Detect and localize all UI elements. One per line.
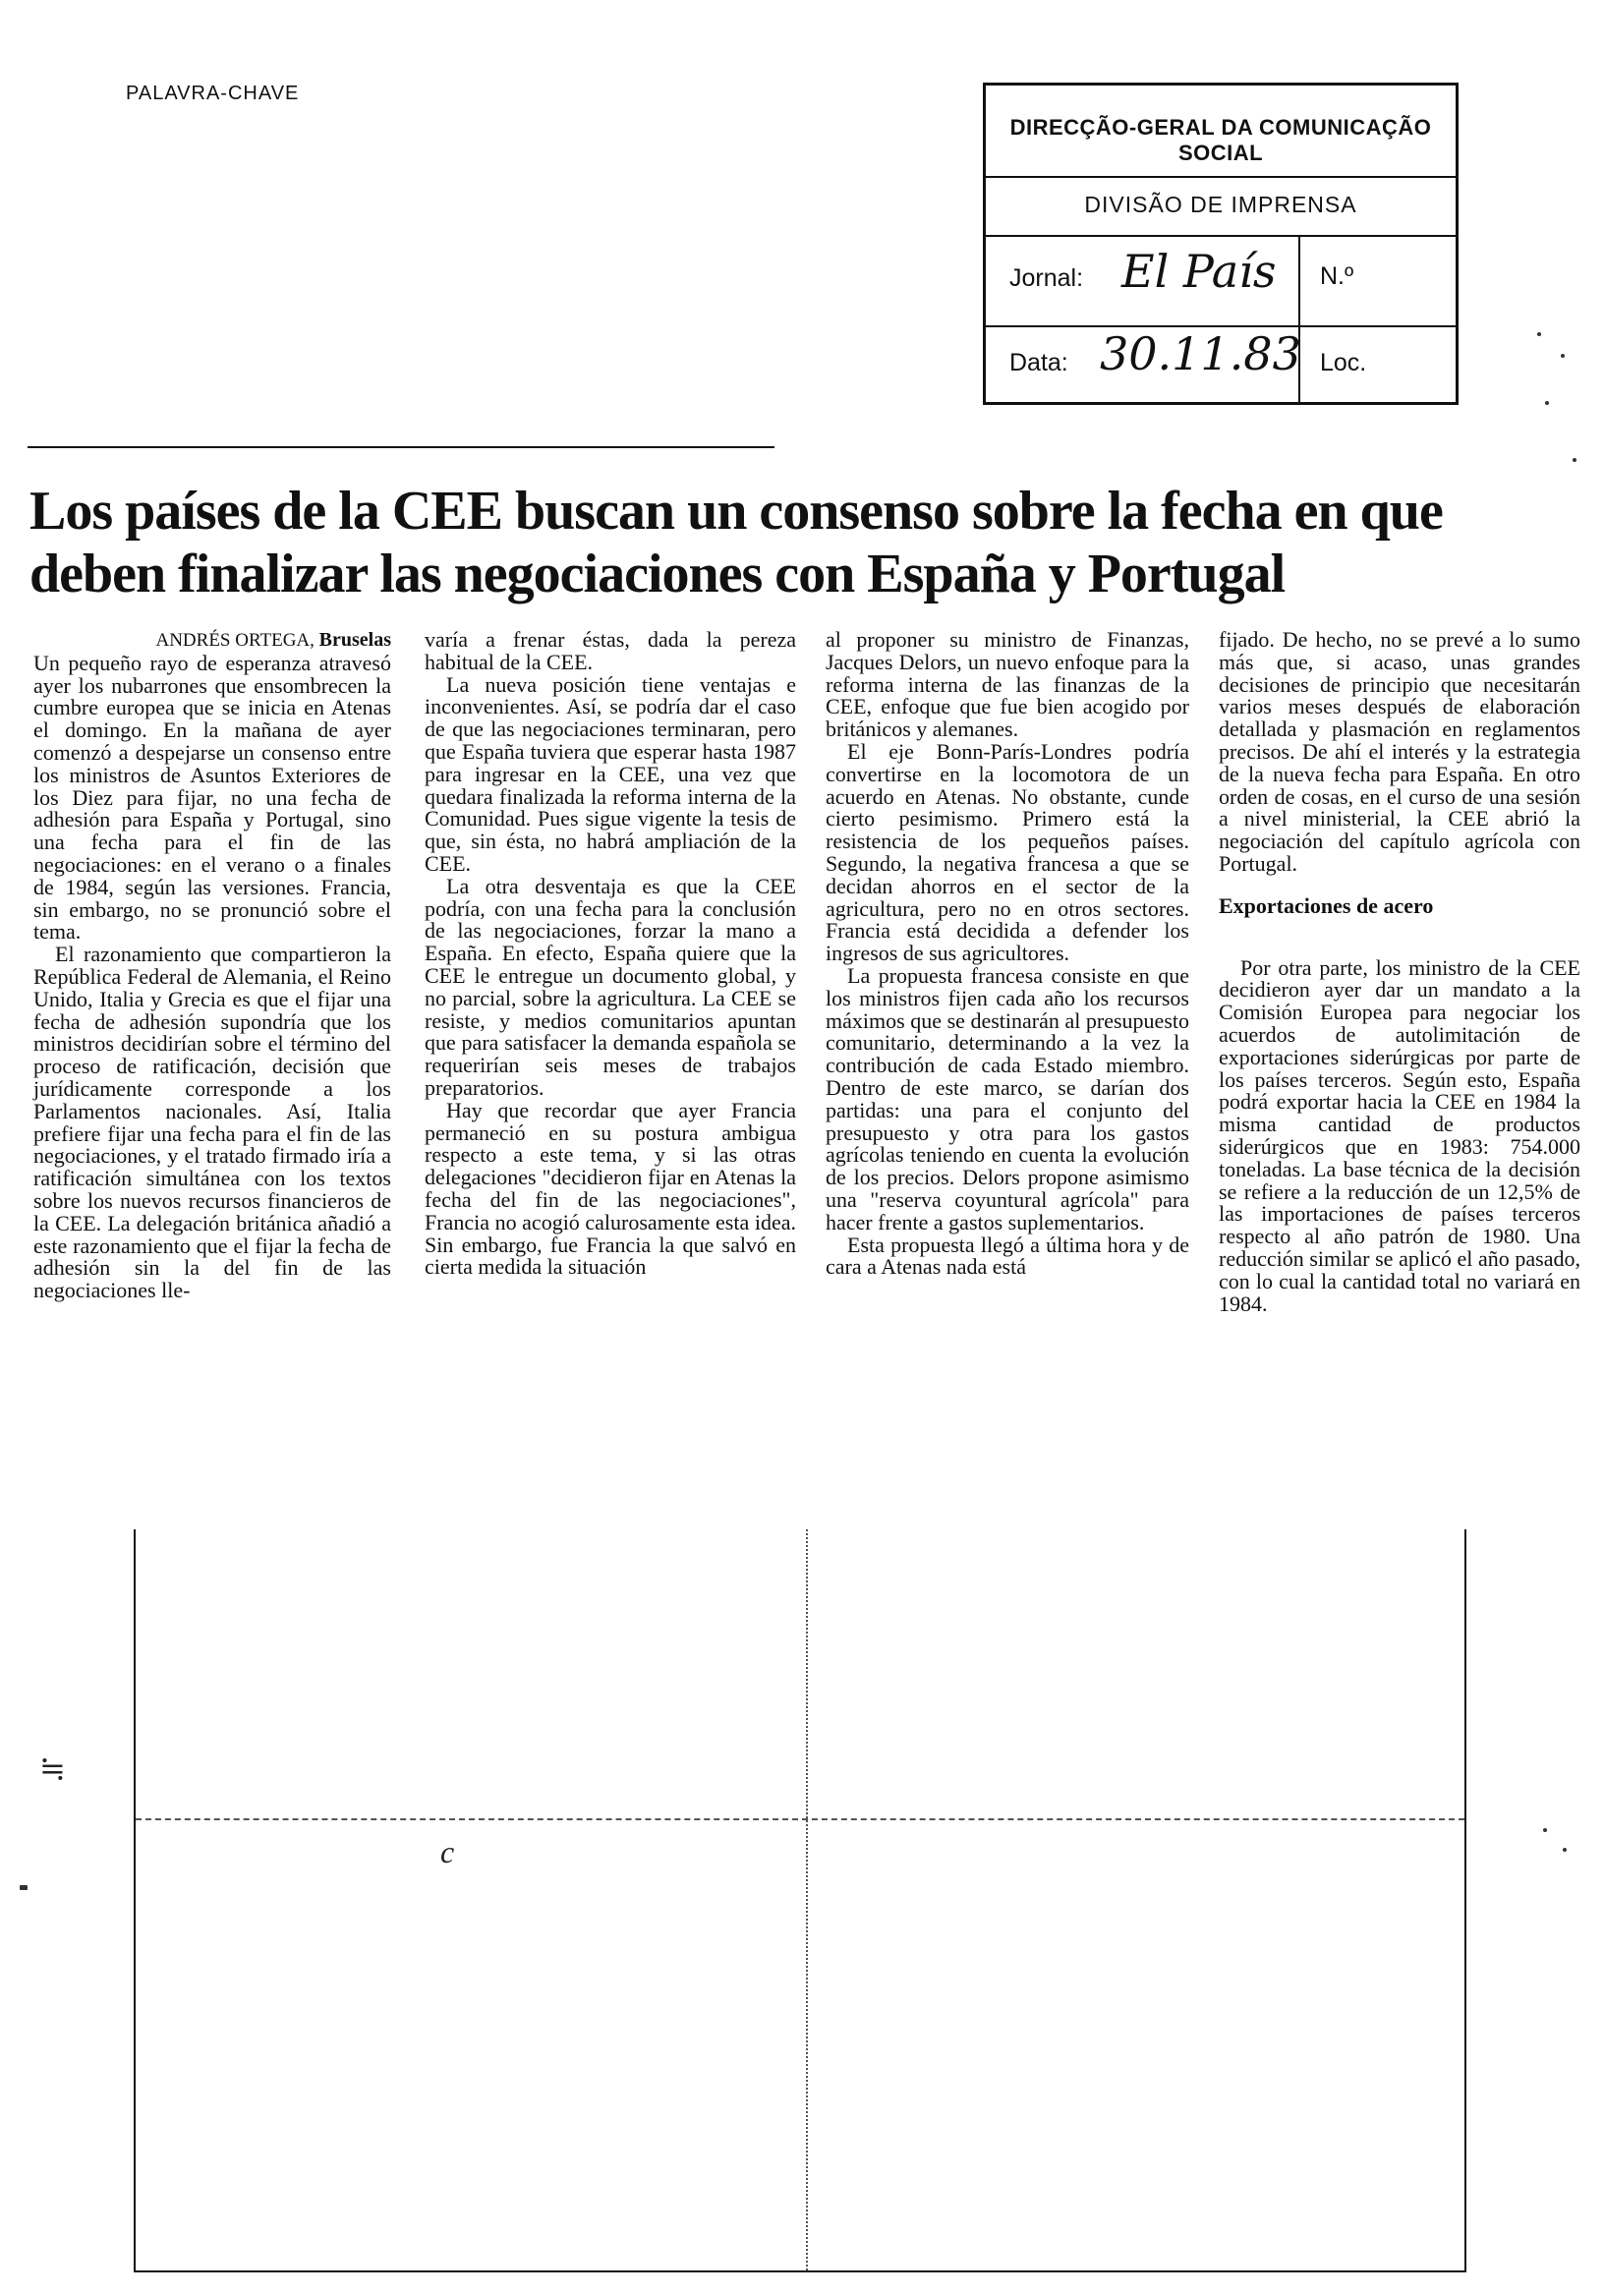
stamp-jornal-handwritten: El País bbox=[1121, 245, 1277, 298]
byline bbox=[33, 629, 391, 653]
paste-up-frame bbox=[134, 1529, 1466, 2272]
article-paragraph: La otra desventaja es que la CEE podría, con una fecha para la conclusión de las negociaciones, forzar la mano a España. En efecto, España quiere que la CEE le entregue un documento global, y no parcial, sobre la agricultura. La CEE se resiste, y medios comunitarios apuntan que para satisfacer la demanda española se requerirían seis meses de trabajos preparatorios. bbox=[425, 873, 796, 1100]
article-paragraph: varía a frenar éstas, dada la pereza habitual de la CEE. bbox=[425, 627, 796, 674]
article-paragraph: al proponer su ministro de Finanzas, Jacques Delors, un nuevo enfoque para la reforma interna de las finanzas de la CEE, enfoque que fue bien acogido por británicos y alemanes. bbox=[826, 627, 1189, 742]
stamp-numero-label: N.º bbox=[1320, 262, 1354, 290]
article-paragraph: Un pequeño rayo de esperanza atravesó ayer los nubarrones que ensombrecen la cumbre europea que se inicia en Atenas el domingo. En la mañana de ayer comenzó a despejarse un consenso entre los ministros de Asuntos Exteriores de los Diez para fijar, no una fecha de adhesión para España y Portugal, sino una fecha para el fin de las negociaciones: en el verano o a finales de 1984, según las versiones. Francia, sin embargo, no se pronunció sobre el tema. bbox=[33, 650, 391, 945]
stamp-date-handwritten: 30.11.83 bbox=[1100, 327, 1301, 380]
byline-location: Bruselas bbox=[318, 629, 391, 651]
stamp-organization-row bbox=[986, 86, 1456, 178]
stamp-division-row bbox=[986, 176, 1456, 237]
article-column-3 bbox=[826, 629, 1189, 1279]
stamp-divider bbox=[1298, 235, 1300, 402]
stamp-loc-label: Loc. bbox=[1320, 349, 1367, 376]
stamp-jornal-label: Jornal: bbox=[1009, 264, 1084, 292]
margin-scribble: ≒ bbox=[39, 1751, 66, 1786]
stamp-jornal-row bbox=[986, 235, 1456, 327]
press-office-stamp bbox=[983, 83, 1459, 405]
article-column-1 bbox=[33, 629, 391, 1302]
article-paragraph: Esta propuesta llegó a última hora y de cara a Atenas nada está bbox=[826, 1232, 1189, 1280]
stamp-date-label: Data: bbox=[1009, 349, 1068, 376]
scan-speck bbox=[1537, 332, 1541, 336]
article-paragraph: El razonamiento que compartieron la República Federal de Alemania, el Reino Unido, Italia y Grecia es que el fijar una fecha de adhesión supondría que los ministros decidirían sobre el término del proceso de ratificación, decisión que jurídicamente corresponde a los Parlamentos nacionales. Así, Italia prefiere fijar una fecha para el fin de las negociaciones, y el tratado firmado iría a ratificación simultánea con los textos sobre los nuevos recursos financieros de la CEE. La delegación británica añadió a este razonamiento que el fijar la fecha de adhesión sin la del fin de las negociaciones lle- bbox=[33, 942, 391, 1303]
article-paragraph: La propuesta francesa consiste en que los ministros fijen cada año los recursos máximos que se destinarán al presupuesto comunitario, determinando a la vez la contribución de cada Estado miembro. Dentro de este marco, se darían dos partidas: una para el conjunto del presupuesto y otra para los gastos agrícolas teniendo en cuenta la evolución de los precios. Delors propone asimismo una "reserva coyuntural agrícola" para hacer frente a gastos suplementarios. bbox=[826, 962, 1189, 1234]
article-column-2 bbox=[425, 629, 796, 1279]
article-paragraph: fijado. De hecho, no se prevé a lo sumo más que, si acaso, unas grandes decisiones de principio que necesitarán varios meses después de elaboración detallada y plasmación en reglamentos precisos. De ahí el interés y la estrategia de la nueva fecha para España. En otro orden de cosas, en el curso de una sesión a nivel ministerial, la CEE abrió la negociación del capítulo agrícola con Portugal. bbox=[1219, 627, 1580, 876]
scan-speck bbox=[1561, 354, 1565, 358]
margin-speck bbox=[20, 1885, 28, 1890]
article-column-4 bbox=[1219, 629, 1580, 1315]
scan-speck bbox=[1545, 401, 1549, 405]
scan-speck bbox=[1543, 1828, 1547, 1832]
article-paragraph: La nueva posición tiene ventajas e inconvenientes. Así, se podría dar el caso de que las negociaciones terminaran, pero que España tuviera que esperar hasta 1987 para ingresar en la CEE, una vez que quedara finalizada la reforma interna de la Comunidad. Pues sigue vigente la tesis de que, sin ésta, no habrá ampliación de la CEE. bbox=[425, 671, 796, 876]
stray-pen-mark: c bbox=[440, 1834, 455, 1869]
article-paragraph: El eje Bonn-París-Londres podría convertirse en la locomotora de un acuerdo en Atenas. No obstante, cunde cierto pesimismo. Primero está la resistencia de los pequeños países. Segundo, la negativa francesa a que se decidan ahorros en el sector de la agricultura, pero no en otros sectores. Francia está decidida a defender los ingresos de sus agricultores. bbox=[826, 738, 1189, 966]
article-headline: Los países de la CEE buscan un consenso sobre la fecha en que deben finalizar las negociaciones con España y Portugal bbox=[29, 481, 1443, 604]
article-paragraph: Por otra parte, los ministro de la CEE decidieron ayer dar un mandato a la Comisión Europea para negociar los acuerdos de autolimitación de exportaciones siderúrgicas por parte de los países terceros. Según esto, España podrá exportar hacia la CEE en 1984 la misma cantidad de productos siderúrgicos que en 1983: 754.000 toneladas. La base técnica de la decisión se refiere a la reducción de un 12,5% de las importaciones de países terceros respecto al año patrón de 1980. Una reducción similar se aplicó el año pasado, con lo cual la cantidad total no variará en 1984. bbox=[1219, 954, 1580, 1316]
headline-rule bbox=[28, 446, 774, 448]
stamp-date-row bbox=[986, 325, 1456, 402]
article-subheading: Exportaciones de acero bbox=[1219, 892, 1434, 918]
scan-speck bbox=[1573, 458, 1576, 462]
keyword-label: PALAVRA-CHAVE bbox=[126, 83, 300, 104]
byline-author: ANDRÉS ORTEGA, bbox=[155, 630, 315, 651]
scan-speck bbox=[1563, 1848, 1567, 1852]
fold-line-horizontal bbox=[136, 1818, 1464, 1820]
fold-line-vertical bbox=[806, 1529, 808, 2270]
article-paragraph: Hay que recordar que ayer Francia permaneció en su postura ambigua respecto a este tema, y si las otras delegaciones "decidieron fijar en Atenas la fecha del fin de las negociaciones", Francia no acogió calurosamente esta idea. Sin embargo, fue Francia la que salvó en cierta medida la situación bbox=[425, 1097, 796, 1280]
stamp-division: DIVISÃO DE IMPRENSA bbox=[1084, 192, 1357, 217]
stamp-organization: DIRECÇÃO-GERAL DA COMUNICAÇÃO SOCIAL bbox=[1009, 115, 1432, 165]
